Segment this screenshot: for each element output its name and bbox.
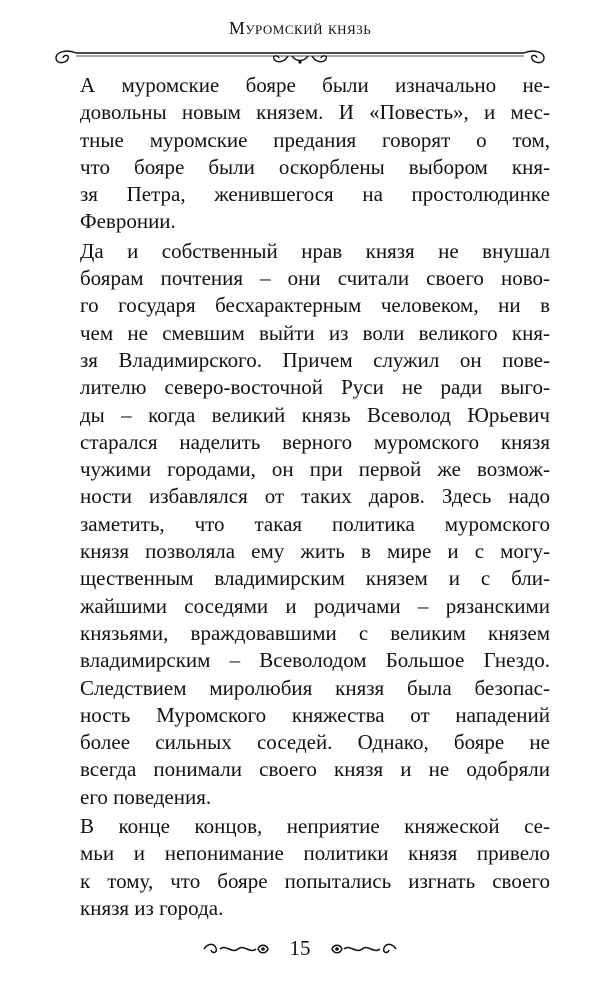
text-line: старался наделить верного муромского князя — [80, 429, 550, 454]
text-line: заметить, что такая политика муромского — [80, 511, 550, 536]
paragraph-1 — [50, 72, 550, 236]
text-line: ности избавлялся от таких даров. Здесь надо — [80, 484, 550, 509]
text-line: А муромские бояре были изначально не- — [80, 73, 550, 97]
body-text — [50, 72, 550, 922]
text-line: более сильных соседей. Однако, бояре не — [80, 730, 550, 755]
text-line: князя из города. — [80, 895, 224, 920]
text-line: владимирским – Всеволодом Большое Гнездо. — [80, 648, 550, 673]
text-line: Февронии. — [80, 209, 176, 234]
text-line: тные муромские предания говорят о том, — [80, 127, 550, 152]
text-line: боярам почтения – они считали своего ново- — [80, 266, 550, 291]
scroll-ornament-rule-icon — [48, 46, 552, 68]
text-line: князя позволяла ему жить в мире и с могу- — [80, 539, 550, 564]
text-line: жайшими соседями и родичами – рязанскими — [80, 593, 550, 618]
swirl-ornament-icon — [328, 940, 400, 958]
running-head: Муромский князь — [228, 18, 372, 38]
text-line: зя Владимирского. Причем служил он пове- — [80, 347, 550, 372]
text-line: довольны новым князем. И «Повесть», и мес- — [80, 100, 550, 125]
text-line: Да и собственный нрав князя не внушал — [80, 238, 550, 263]
paragraph-3 — [50, 813, 550, 922]
text-line: щественным владимирским князем и с бли- — [80, 566, 550, 591]
text-line: В конце концов, неприятие княжеской се- — [80, 814, 550, 839]
text-line: всегда понимали своего князя и не одобряли — [80, 757, 550, 782]
text-line: мьи и непонимание политики князя привело — [80, 841, 550, 866]
page-footer — [0, 934, 600, 964]
text-line: его поведения. — [80, 784, 212, 809]
text-line: князьями, враждовавшими с великим князем — [80, 620, 550, 645]
text-line: Следствием миролюбия князя была безопас- — [80, 675, 550, 700]
text-line: го государя бесхарактерным человеком, ни в — [80, 293, 550, 318]
text-line: лителю северо-восточной Руси не ради выго- — [80, 375, 550, 400]
page-number: 15 — [289, 936, 311, 960]
swirl-ornament-icon — [200, 940, 272, 958]
text-line: к тому, что бояре попытались изгнать своего — [80, 868, 550, 893]
text-line: ность Муромского княжества от нападений — [80, 702, 550, 727]
paragraph-2 — [50, 238, 550, 811]
text-line: что бояре были оскорблены выбором кня- — [80, 154, 550, 179]
text-line: чем не смевшим выйти из воли великого кня- — [80, 320, 550, 345]
text-line: чужими городами, он при первой же возмож- — [80, 457, 550, 482]
text-line: ды – когда великий князь Всеволод Юрьевич — [80, 402, 550, 427]
text-line: зя Петра, женившегося на простолюдинке — [80, 182, 550, 207]
